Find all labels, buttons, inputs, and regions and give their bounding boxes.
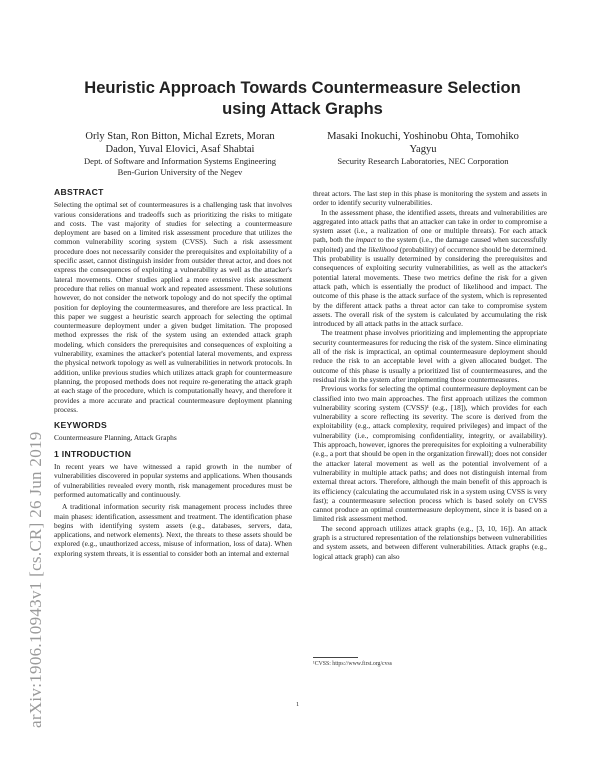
affiliation-line1: Dept. of Software and Information Systems Engineering (84, 156, 276, 166)
body-paragraph-1: In the assessment phase, the identified assets, threats and vulnerabilities are aggregated into attack paths that an attacker can take in order to compromise a system asset (i.e., a realization of one or multiple threats). For each attack path, both the impact to the system (i.e., the damage caused when successfully exploited) and the likelihood (probability) of occurrence should be determined. This probability is usually determined by considering the prerequisites and consequences of exploiting security vulnerabilities, as well as the attacker's potential lateral movements. These two metrics define the risk for a given attack path, which is essentially the product of likelihood and impact. The outcome of this phase is the attack surface of the system, which is represented by the different attack paths a threat actor can take to compromise system assets. The overall risk of the system is calculated by accumulating the risk introduced by all attack paths in the attack surface. (313, 207, 547, 329)
arxiv-stamp (6, 150, 46, 728)
footnote-cvss: ¹CVSS: https://www.first.org/cvss (313, 661, 393, 667)
keywords-heading: KEYWORDS (54, 420, 108, 431)
left-column (54, 188, 292, 558)
author-block-nec (318, 130, 528, 167)
footnote-rule (313, 657, 358, 658)
author-block-bgu (55, 130, 305, 178)
body-paragraph-0: threat actors. The last step in this phase is monitoring the system and assets in order to identify security vulnerabilities. (313, 189, 547, 208)
abstract-heading: ABSTRACT (54, 187, 104, 197)
paper-title: Heuristic Approach Towards Countermeasure Selection using Attack Graphs (84, 79, 521, 118)
term-impact: impact (355, 235, 376, 245)
arxiv-identifier: arXiv:1906.10943v1 [cs.CR] 26 Jun 2019 (26, 431, 45, 728)
abstract-text: Selecting the optimal set of countermeasures is a challenging task that involves various considerations and tradeoffs such as prioritizing the risks to mitigate and costs. The vast majority of studies for selecting a countermeasure deployment are based on a limited risk assessment procedure that utilizes the common vulnerability scoring system (CVSS). Such a risk assessment procedure does not necessarily consider the prerequisites and exploitability of a specific asset, cannot distinguish insider from outsider threat actor, and does not express the consequences of exploiting a vulnerability as well as the attacker's lateral movements. Other studies applied a more extensive risk assessment procedure that relies on manual work and repeated assessment. These solutions however, do not consider the network topology and do not specify the optimal position for deploying the countermeasures, and therefore are less practical. In this paper we suggest a heuristic search approach for selecting the optimal countermeasure deployment under a given budget limitation. The proposed method expresses the risk of the system using an extended attack graph modeling, which considers the prerequisites and consequences of exploiting a vulnerability, examines the attacker's potential lateral movements, and express the physical network topology as well as vulnerabilities in network protocols. In addition, unlike previous studies which utilizes attack graph for countermeasure planning, the proposed methods does not require re-generating the attack graph at each stage of the procedure, which is computationally heavy, and therefore it provides a more accurate and practical countermeasure deployment planning process. (54, 200, 292, 414)
page-number: 1 (296, 701, 300, 708)
body-paragraph-4: The second approach utilizes attack graphs (e.g., [3, 10, 16]). An attack graph is a structured representation of the relationships between vulnerabilities and system assets, and between different vulnerabilities. Attack graphs (e.g., logical attack graph) can also (313, 523, 547, 561)
right-column (313, 189, 547, 561)
author-names-line1: Masaki Inokuchi, Yoshinobu Ohta, Tomohiko (327, 131, 519, 142)
introduction-heading: 1 INTRODUCTION (54, 448, 132, 459)
term-likelihood: likelihood (368, 244, 398, 254)
author-names-line1: Orly Stan, Ron Bitton, Michal Ezrets, Moran (85, 131, 275, 142)
body-paragraph-2: The treatment phase involves prioritizing and implementing the appropriate security countermeasures for reducing the risk of the system. Since eliminating all of the risk is impractical, an optimal countermeasure deployment should reduce the risk to an acceptable level with a given allocated budget. The outcome of this phase is usually a prioritized list of countermeasures, and the residual risk in the system after implementing those countermeasures. (313, 328, 547, 384)
intro-paragraph-1: In recent years we have witnessed a rapid growth in the number of vulnerabilities discovered in popular systems and applications. When thousands of vulnerabilities revealed every month, risk management procedures must be performed automatically and continuously. (54, 462, 292, 499)
body-paragraph-3: Previous works for selecting the optimal countermeasure deployment can be classified into two main approaches. The first approach utilizes the common vulnerability scoring system (CVSS)¹ (e.g., [18]), which provides for each vulnerability a score reflecting its severity. The score is derived from the exploitability (e.g., attack complexity, required privileges) and impact of the vulnerability (i.e., compromising confidentiality, integrity, or availability). This approach, however, ignores the prerequisites for exploiting a vulnerability (e.g., a port that should be open in the organization firewall); does not consider the attacker lateral movement as well as the potential involvement of a vulnerability in multiple attack paths; and does not distinguish internal from external threat actors. Therefore, although the main benefit of this approach is its efficiency (calculating the accumulated risk in a system using CVSS is very fast); a countermeasure selection process which is based solely on CVSS cannot produce an optimal countermeasure deployment, since it is based on a limited risk assessment method. (313, 384, 547, 524)
author-names-line2: Yagyu (409, 144, 437, 155)
author-names-line2: Dadon, Yuval Elovici, Asaf Shabtai (105, 144, 255, 155)
intro-paragraph-2: A traditional information security risk management process includes three main phases: identification, assessment and treatment. The identification phase begins with identifying system assets (e.g., databases, servers, data, applications, and network elements). Next, the threats to these assets should be explored (e.g., unauthorized access, misuse of information, loss of data). When exploring system threats, it is essential to consider both an internal and external (54, 502, 292, 558)
affiliation-line2: Ben-Gurion University of the Negev (117, 167, 243, 177)
keywords-text: Countermeasure Planning, Attack Graphs (54, 433, 177, 443)
affiliation-line1: Security Research Laboratories, NEC Corporation (337, 156, 509, 166)
